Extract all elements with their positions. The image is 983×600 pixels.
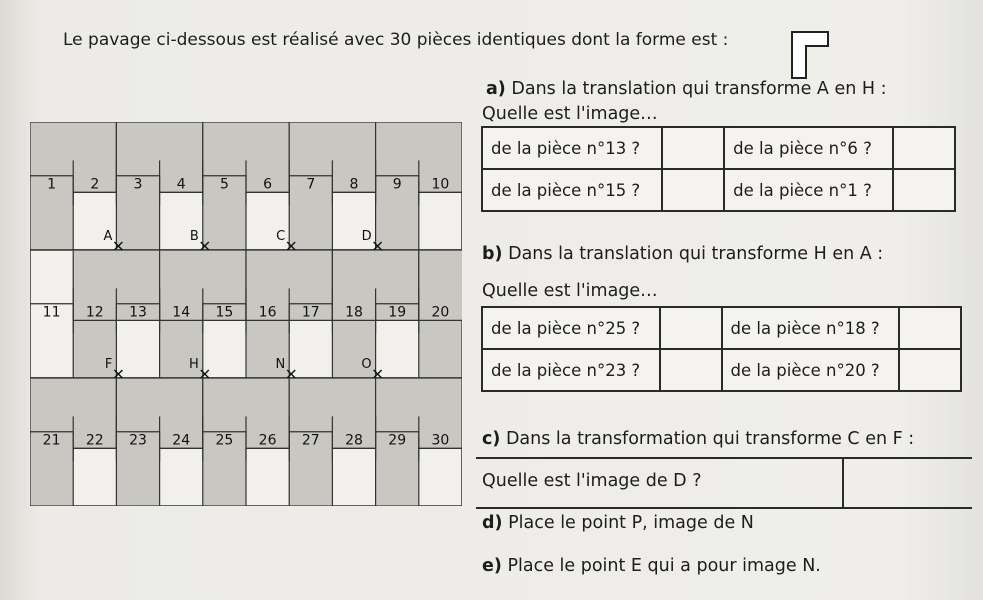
piece-number-label: 2 — [90, 176, 100, 193]
piece-number-label: 25 — [215, 432, 234, 449]
answer-box[interactable] — [660, 307, 722, 349]
piece-number-label: 9 — [392, 176, 402, 193]
part-b-prompt: Quelle est l'image… — [482, 281, 658, 301]
part-b-r2-left: de la pièce n°23 ? — [482, 349, 660, 391]
point-label: A — [103, 229, 113, 244]
part-a-r1-right: de la pièce n°6 ? — [724, 127, 893, 169]
piece-number-label: 14 — [172, 304, 191, 321]
piece-number-label: 28 — [345, 432, 363, 449]
part-a-prompt: Quelle est l'image… — [482, 104, 658, 124]
answer-box[interactable] — [662, 127, 724, 169]
piece-number-label: 24 — [172, 432, 191, 449]
piece-number-label: 30 — [431, 432, 450, 449]
piece-number-label: 8 — [349, 176, 359, 193]
point-label: F — [104, 357, 113, 372]
piece-number-label: 12 — [85, 304, 104, 321]
part-a-text: Dans la translation qui transforme A en H : — [511, 79, 887, 99]
piece-number-label: 22 — [85, 432, 104, 449]
point-label: D — [361, 229, 372, 244]
tiling-mosaic — [30, 122, 462, 506]
piece-number-label: 20 — [431, 304, 450, 321]
part-b-r2-right: de la pièce n°20 ? — [722, 349, 900, 391]
part-c-question: c) Dans la transformation qui transforme C en F : — [482, 429, 915, 449]
l-shape-icon — [790, 30, 830, 80]
part-a-r2-left: de la pièce n°15 ? — [482, 169, 662, 211]
part-a-r1-left: de la pièce n°13 ? — [482, 127, 662, 169]
piece-number-label: 17 — [301, 304, 320, 321]
piece-number-label: 21 — [42, 432, 61, 449]
piece-number-label: 5 — [219, 176, 229, 193]
answer-box[interactable] — [899, 307, 961, 349]
piece-number-label: 15 — [215, 304, 234, 321]
part-e-question: e) Place le point E qui a pour image N. — [482, 556, 821, 576]
point-label: H — [189, 357, 199, 372]
part-e-text: Place le point E qui a pour image N. — [507, 556, 821, 576]
point-label: N — [275, 357, 286, 372]
point-label: C — [276, 229, 286, 244]
piece-number-label: 27 — [301, 432, 320, 449]
piece-number-label: 23 — [129, 432, 147, 449]
answer-box[interactable] — [899, 349, 961, 391]
part-b-r1-left: de la pièce n°25 ? — [482, 307, 660, 349]
piece-number-label: 18 — [345, 304, 363, 321]
part-d-text: Place le point P, image de N — [508, 513, 754, 533]
piece-number-label: 1 — [47, 176, 57, 193]
piece-number-label: 6 — [263, 176, 273, 193]
part-d-question: d) Place le point P, image de N — [482, 513, 754, 533]
piece-number-label: 19 — [388, 304, 407, 321]
answer-box[interactable] — [893, 169, 955, 211]
part-a-question: a) Dans la translation qui transforme A en H : — [486, 79, 887, 99]
piece-number-label: 7 — [306, 176, 316, 193]
table-row — [482, 307, 961, 349]
point-label: O — [361, 357, 372, 372]
point-label: B — [189, 229, 199, 244]
part-c-prompt: Quelle est l'image de D ? — [482, 471, 702, 491]
piece-number-label: 4 — [176, 176, 186, 193]
part-a-table — [481, 126, 956, 212]
piece-number-label: 26 — [258, 432, 277, 449]
piece-number-label: 13 — [129, 304, 147, 321]
part-a-r2-right: de la pièce n°1 ? — [724, 169, 893, 211]
piece-number-label: 10 — [431, 176, 450, 193]
answer-box[interactable] — [660, 349, 722, 391]
part-c-answer-row — [476, 457, 972, 509]
piece-number-label: 3 — [133, 176, 143, 193]
answer-box[interactable] — [662, 169, 724, 211]
piece-number-label: 29 — [388, 432, 407, 449]
table-row — [482, 127, 955, 169]
exercise-intro: Le pavage ci-dessous est réalisé avec 30 pièces identiques dont la forme est : — [63, 30, 729, 50]
part-c-text: Dans la transformation qui transforme C en F : — [505, 429, 915, 449]
table-row — [482, 169, 955, 211]
answer-box[interactable] — [893, 127, 955, 169]
part-b-r1-right: de la pièce n°18 ? — [722, 307, 900, 349]
part-b-table — [481, 306, 962, 392]
part-b-question: b) Dans la translation qui transforme H en A : — [482, 244, 884, 264]
part-b-text: Dans la translation qui transforme H en A : — [508, 244, 884, 264]
table-row — [482, 349, 961, 391]
piece-number-label: 16 — [258, 304, 277, 321]
answer-box[interactable] — [844, 459, 972, 507]
piece-number-label: 11 — [42, 304, 61, 321]
